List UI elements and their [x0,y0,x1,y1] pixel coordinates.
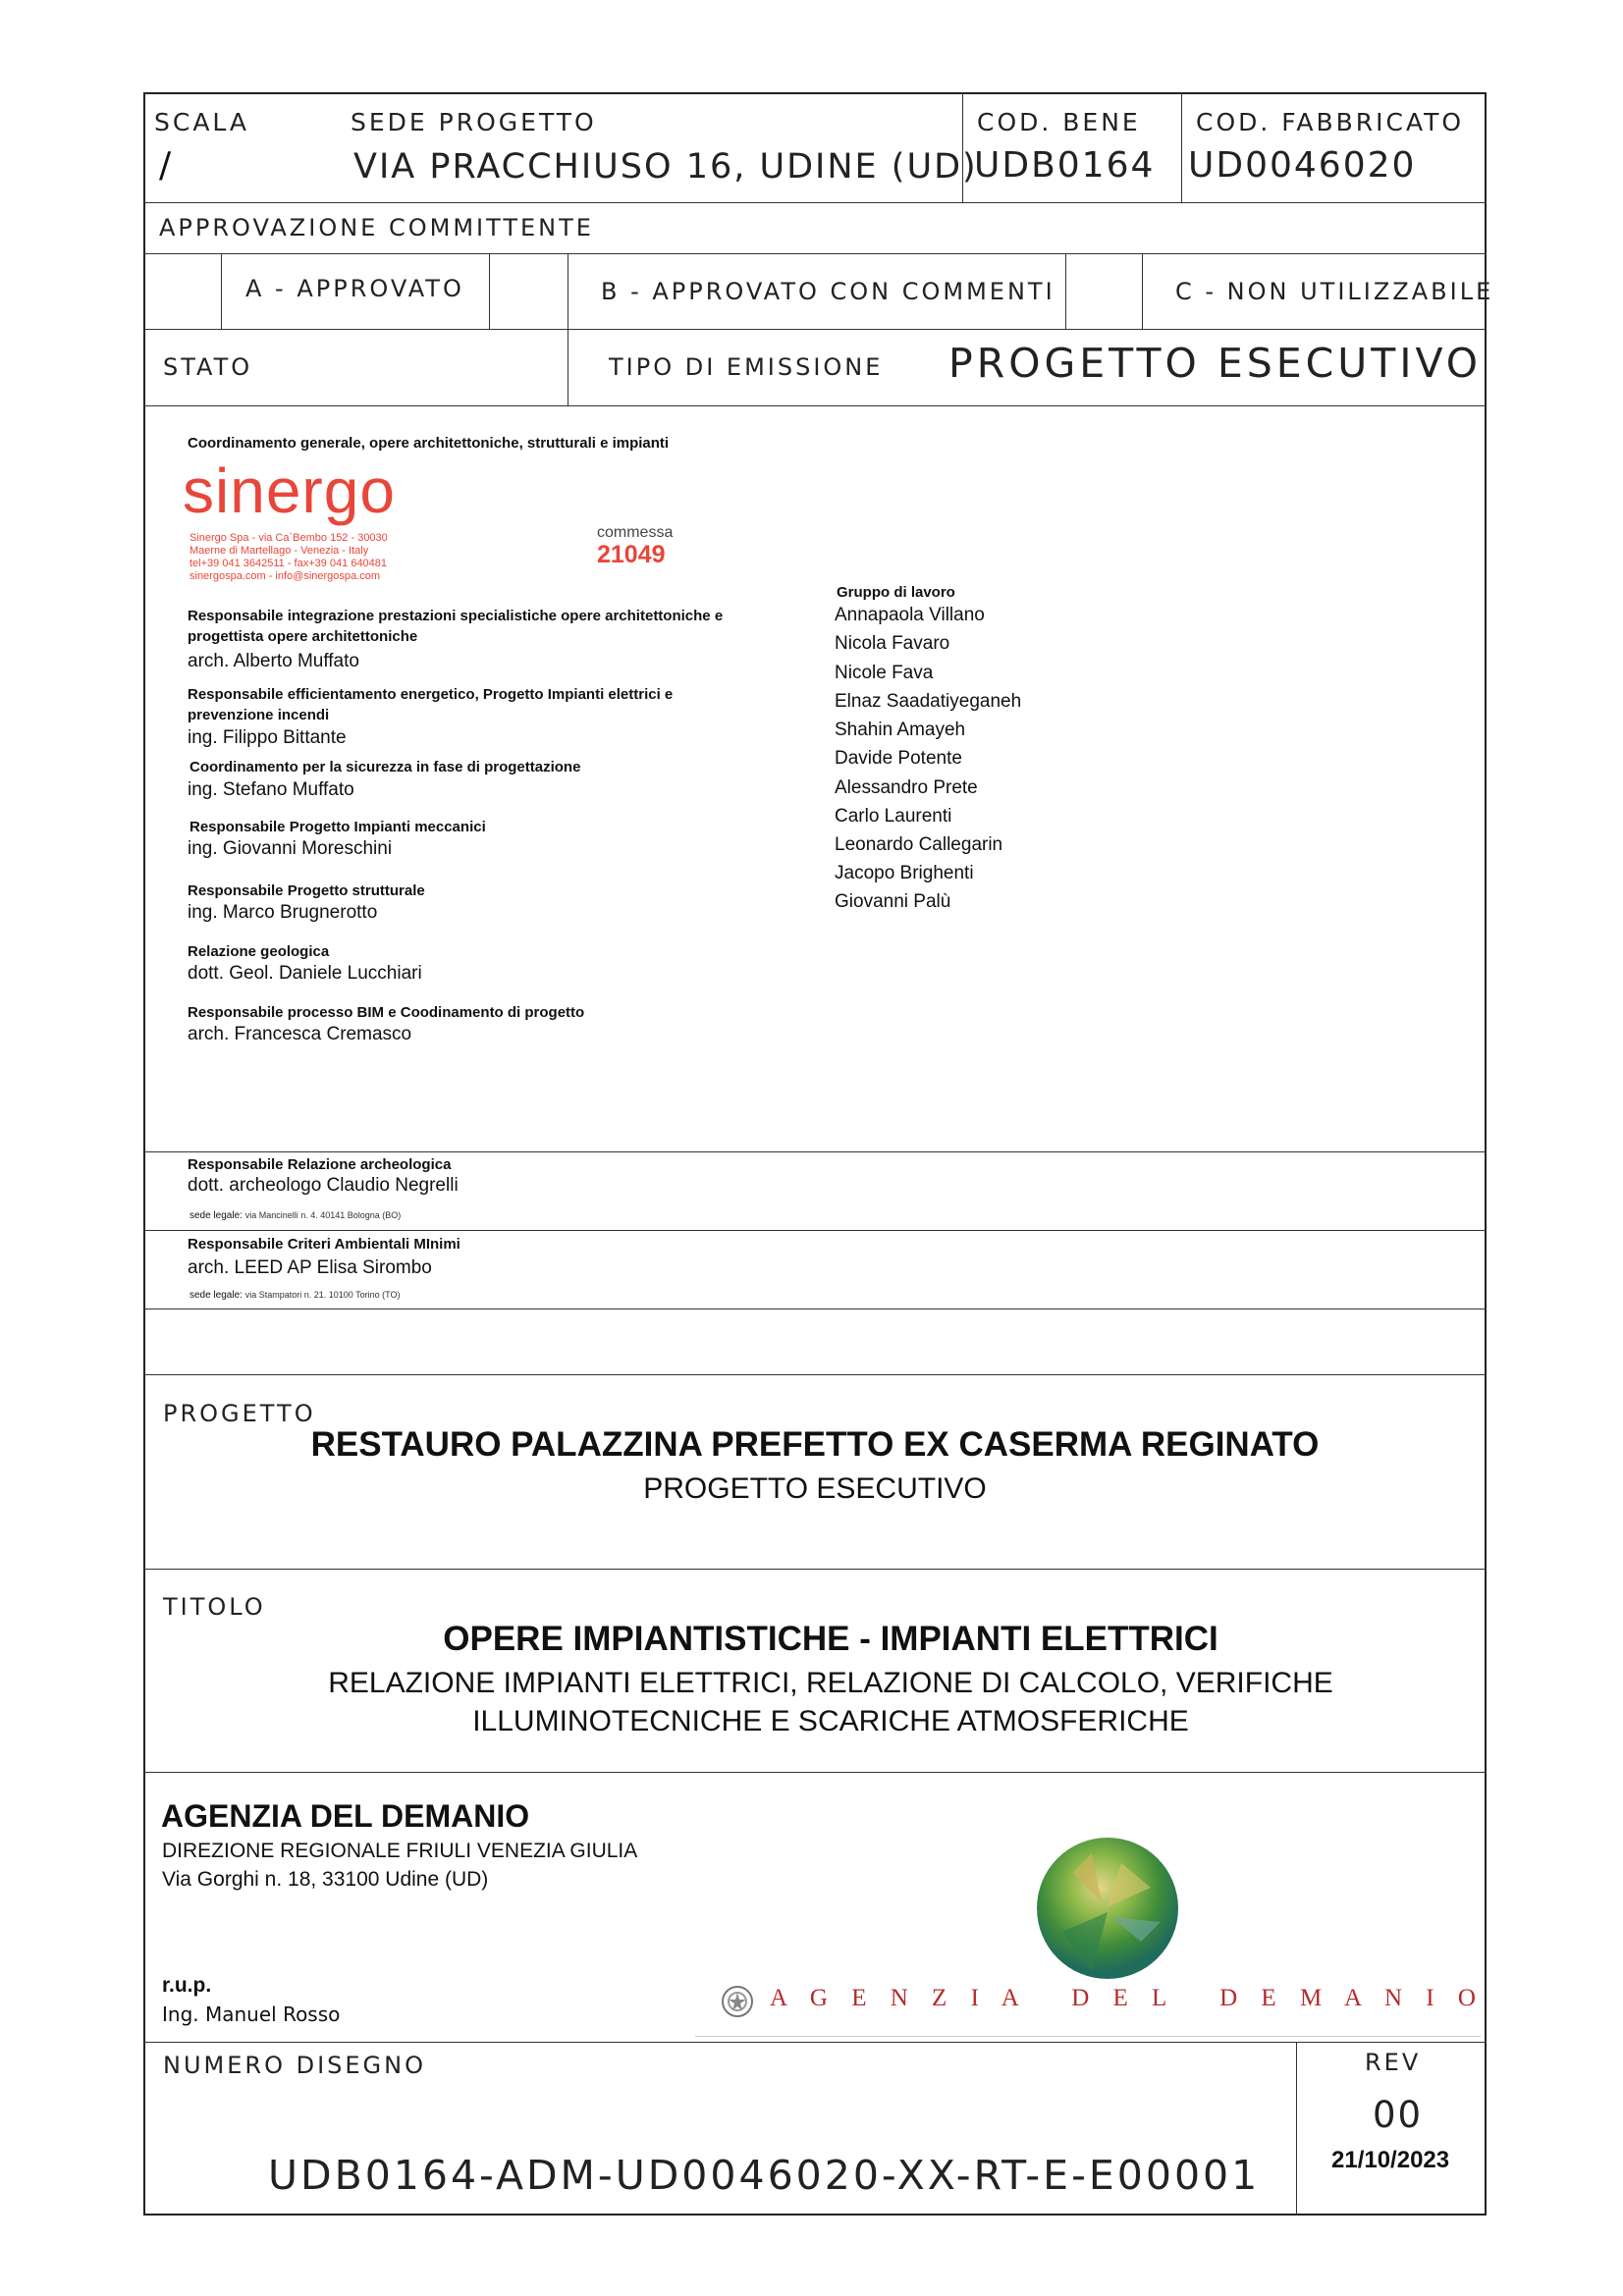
project-subtitle: PROGETTO ESECUTIVO [643,1472,987,1505]
role-title: Responsabile integrazione prestazioni specialistiche opere architettoniche e progettista opere architettoniche [188,608,724,645]
role-title: Responsabile Progetto strutturale [188,882,425,899]
bene-value: UDB0164 [974,145,1156,186]
drawing-number-label: NUMERO DISEGNO [163,2052,426,2079]
divider [489,253,490,329]
group-member: Leonardo Callegarin [835,834,1003,855]
republic-seal-icon [721,1985,754,2018]
divider [143,1374,1487,1375]
divider [143,405,1487,406]
team-heading: Coordinamento generale, opere architettoniche, strutturali e impianti [188,435,670,452]
client-direction: DIREZIONE REGIONALE FRIULI VENEZIA GIULIA [162,1840,638,1862]
person-name: ing. Giovanni Moreschini [188,838,393,859]
fabbricato-value: UD0046020 [1188,145,1417,186]
divider [1296,2042,1297,2216]
scala-value: / [159,145,172,186]
group-label: Gruppo di lavoro [837,584,955,601]
divider [143,1569,1487,1570]
group-member: Annapaola Villano [835,605,985,625]
client-address: Via Gorghi n. 18, 33100 Udine (UD) [162,1868,489,1891]
divider [143,2042,1487,2043]
client-name: AGENZIA DEL DEMANIO [161,1798,530,1834]
divider [1065,253,1066,329]
divider [1142,253,1143,329]
title-block-frame [143,92,1487,2216]
titolo-label: TITOLO [163,1593,266,1621]
role-title: Responsabile efficientamento energetico, Progetto Impianti elettrici e prevenzione incendi [188,686,674,723]
consultant-sede: sede legale: via Mancinelli n. 4. 40141 Bologna (BO) [189,1210,402,1221]
divider [143,1230,1487,1231]
sinergo-logo: sinergo [183,455,396,526]
approval-option-c: C - NON UTILIZZABILE [1175,278,1494,305]
role-title: Responsabile Progetto Impianti meccanici [189,819,486,835]
consultant-role: Responsabile Criteri Ambientali MInimi [188,1236,460,1253]
sede-value: VIA PRACCHIUSO 16, UDINE (UD) [353,147,978,187]
demanio-emblem-icon [1033,1834,1182,1983]
group-member: Nicola Favaro [835,633,950,654]
tipo-emissione-label: TIPO DI EMISSIONE [609,353,884,381]
rev-value: 00 [1373,2094,1424,2136]
group-member: Alessandro Prete [835,777,978,798]
drawing-number: UDB0164-ADM-UD0046020-XX-RT-E-E00001 [268,2152,1261,2199]
revision-date: 21/10/2023 [1331,2147,1450,2173]
approval-option-b: B - APPROVATO CON COMMENTI [601,278,1055,305]
rup-label: r.u.p. [162,1974,212,1997]
person-name: dott. Geol. Daniele Lucchiari [188,963,422,984]
divider [143,1308,1487,1309]
person-name: arch. Francesca Cremasco [188,1024,412,1044]
consultant-sede: sede legale: via Stampatori n. 21. 10100 Torino (TO) [189,1290,401,1301]
divider [221,253,222,329]
sede-label: SEDE PROGETTO [351,108,597,136]
scala-label: SCALA [154,108,250,136]
commessa-label: commessa [597,524,674,541]
fabbricato-label: COD. FABBRICATO [1196,108,1465,136]
demanio-logo-text: A G E N Z I A D E L D E M A N I O [770,1985,1485,2011]
person-name: ing. Marco Brugnerotto [188,902,378,923]
role-title: Relazione geologica [188,943,330,960]
titolo-title: OPERE IMPIANTISTICHE - IMPIANTI ELETTRICI [443,1620,1218,1658]
person-name: ing. Filippo Bittante [188,727,347,748]
person-name: arch. Alberto Muffato [188,651,359,671]
titolo-line-2: ILLUMINOTECNICHE E SCARICHE ATMOSFERICHE [472,1705,1189,1737]
role-title: Coordinamento per la sicurezza in fase di progettazione [189,759,581,775]
group-member: Nicole Fava [835,663,934,683]
consultant-name: arch. LEED AP Elisa Sirombo [188,1257,432,1278]
bene-label: COD. BENE [977,108,1141,136]
group-member: Shahin Amayeh [835,720,966,740]
group-member: Giovanni Palù [835,891,951,912]
stato-label: STATO [163,353,253,381]
divider [143,1772,1487,1773]
sinergo-address: Sinergo Spa - via Ca`Bembo 152 - 30030 Maerne di Martellago - Venezia - Italy tel+39 041 3642511 - fax+39 041 640481 sinergospa.com - info@sinergospa.com [189,532,388,582]
group-member: Jacopo Brighenti [835,863,974,883]
project-label: PROGETTO [163,1400,316,1427]
divider [143,202,1487,203]
rup-name: Ing. Manuel Rosso [162,2002,341,2026]
divider [143,329,1487,330]
divider [143,1151,1487,1152]
consultant-name: dott. archeologo Claudio Negrelli [188,1175,459,1196]
approval-option-a: A - APPROVATO [245,275,464,302]
divider [1181,92,1182,202]
person-name: ing. Stefano Muffato [188,779,354,800]
divider [143,253,1487,254]
tipo-emissione-value: PROGETTO ESECUTIVO [948,340,1483,387]
role-title: Responsabile processo BIM e Coodinamento di progetto [188,1004,585,1021]
consultant-role: Responsabile Relazione archeologica [188,1156,452,1173]
titolo-line-1: RELAZIONE IMPIANTI ELETTRICI, RELAZIONE DI CALCOLO, VERIFICHE [328,1667,1333,1699]
group-member: Davide Potente [835,748,962,769]
project-title: RESTAURO PALAZZINA PREFETTO EX CASERMA REGINATO [310,1425,1320,1464]
rev-label: REV [1365,2049,1422,2076]
approval-title: APPROVAZIONE COMMITTENTE [159,214,594,241]
group-member: Elnaz Saadatiyeganeh [835,691,1022,712]
group-member: Carlo Laurenti [835,806,952,827]
commessa-value: 21049 [597,541,666,568]
